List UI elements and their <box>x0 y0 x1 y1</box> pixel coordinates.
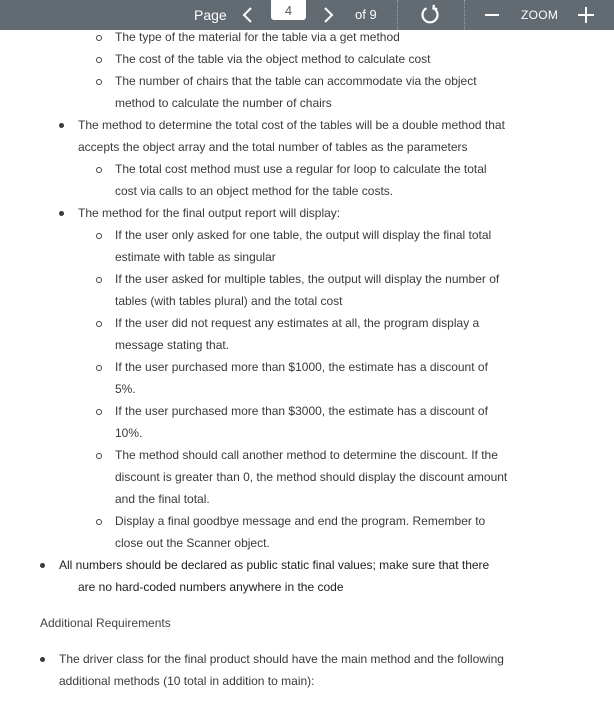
sub-bullet-marker <box>96 57 102 63</box>
previous-page-button[interactable] <box>240 6 256 24</box>
list-item-text: close out the Scanner object. <box>115 536 270 550</box>
list-item-text: tables (with tables plural) and the total cost <box>115 294 343 308</box>
list-item-text: method to calculate the number of chairs <box>115 96 332 110</box>
list-item-text: If the user asked for multiple tables, the output will display the number of <box>115 272 500 286</box>
list-item-text: The cost of the table via the object method to calculate cost <box>115 52 431 66</box>
page-number-input[interactable] <box>271 0 306 20</box>
pdf-toolbar <box>0 0 614 30</box>
list-item-text: If the user did not request any estimates at all, the program display a <box>115 316 480 330</box>
refresh-icon <box>418 3 442 27</box>
zoom-in-button[interactable] <box>577 6 595 24</box>
sub-bullet-marker <box>96 35 102 41</box>
sub-bullet-marker <box>96 233 102 239</box>
rotate-button[interactable] <box>418 3 442 27</box>
list-item-text: If the user purchased more than $3000, the estimate has a discount of <box>115 404 488 418</box>
bullet-marker <box>59 211 64 216</box>
list-item-text: The method should call another method to determine the discount. If the <box>115 448 498 462</box>
list-item-text: The number of chairs that the table can accommodate via the object <box>115 74 477 88</box>
list-item-text: The method to determine the total cost of the tables will be a double method that <box>78 118 505 132</box>
list-item-text: accepts the object array and the total number of tables as the parameters <box>78 140 468 154</box>
list-item-text: 10%. <box>115 426 143 440</box>
list-item-text: discount is greater than 0, the method should display the discount amount <box>115 470 508 484</box>
toolbar-divider <box>464 0 465 30</box>
document-page <box>0 30 614 707</box>
list-item-text: If the user purchased more than $1000, the estimate has a discount of <box>115 360 488 374</box>
list-item-text: 5%. <box>115 382 136 396</box>
list-item-text: The driver class for the final product should have the main method and the following <box>59 652 504 666</box>
bullet-marker <box>40 563 45 568</box>
sub-bullet-marker <box>96 277 102 283</box>
chevron-right-icon <box>320 6 336 24</box>
minus-icon <box>484 8 500 22</box>
toolbar-divider <box>397 0 398 30</box>
sub-bullet-marker <box>96 409 102 415</box>
sub-bullet-marker <box>96 321 102 327</box>
list-item-text: estimate with table as singular <box>115 250 276 264</box>
list-item-text: The type of the material for the table via a get method <box>115 30 400 44</box>
page-count-label: of 9 <box>355 7 377 22</box>
bullet-marker <box>40 657 45 662</box>
page-label: Page <box>194 7 227 23</box>
next-page-button[interactable] <box>320 6 336 24</box>
list-item-text: and the final total. <box>115 492 210 506</box>
list-item-text: If the user only asked for one table, the output will display the final total <box>115 228 492 242</box>
plus-icon <box>577 6 595 24</box>
list-item-text: are no hard-coded numbers anywhere in the code <box>78 580 344 594</box>
section-heading: Additional Requirements <box>40 616 171 630</box>
sub-bullet-marker <box>96 79 102 85</box>
sub-bullet-marker <box>96 453 102 459</box>
list-item-text: Display a final goodbye message and end the program. Remember to <box>115 514 486 528</box>
bullet-marker <box>59 123 64 128</box>
list-item-text: cost via calls to an object method for the table costs. <box>115 184 394 198</box>
list-item-text: The total cost method must use a regular for loop to calculate the total <box>115 162 487 176</box>
sub-bullet-marker <box>96 519 102 525</box>
sub-bullet-marker <box>96 167 102 173</box>
chevron-left-icon <box>240 6 256 24</box>
sub-bullet-marker <box>96 365 102 371</box>
zoom-out-button[interactable] <box>484 8 500 22</box>
list-item-text: All numbers should be declared as public static final values; make sure that there <box>59 558 490 572</box>
list-item-text: additional methods (10 total in addition to main): <box>59 674 315 688</box>
zoom-label: ZOOM <box>521 8 559 22</box>
list-item-text: message stating that. <box>115 338 230 352</box>
list-item-text: The method for the final output report will display: <box>78 206 341 220</box>
